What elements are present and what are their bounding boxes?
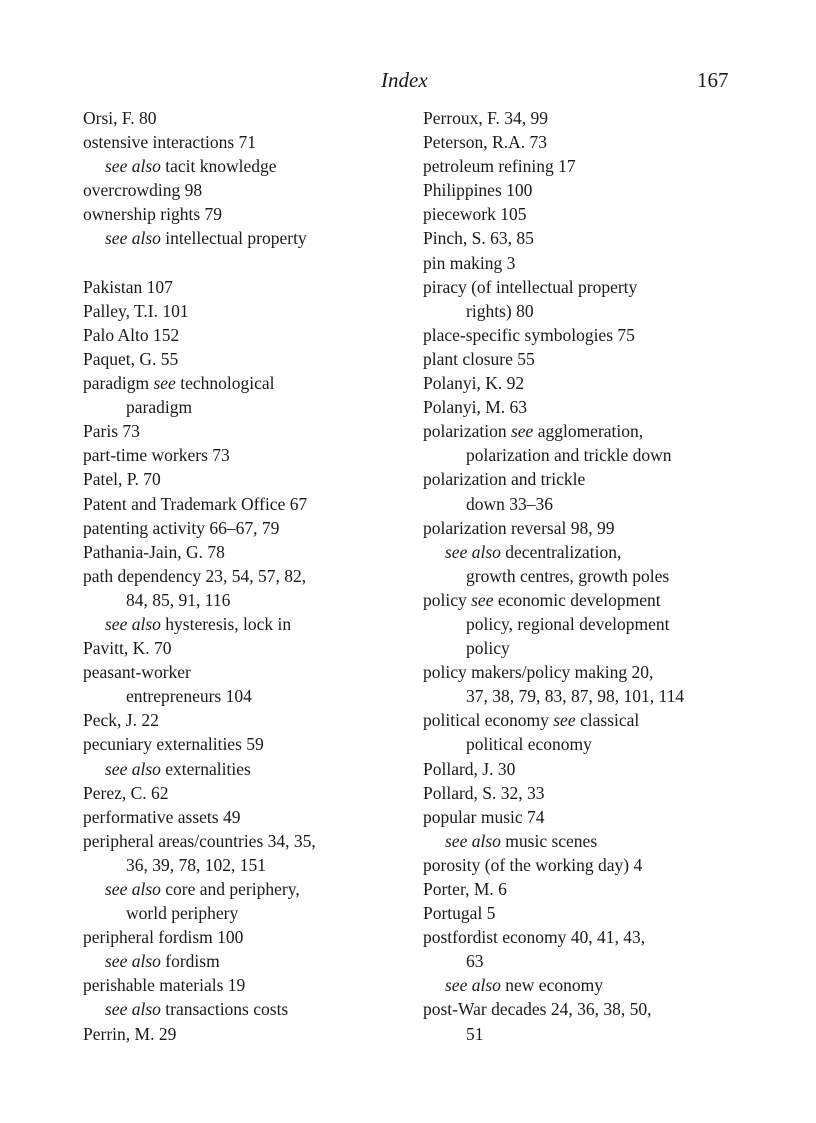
index-entry — [83, 178, 403, 202]
index-entry-continuation — [423, 973, 743, 997]
index-text: tacit knowledge — [160, 156, 277, 177]
index-text: Paquet, G. 55 — [83, 348, 179, 369]
index-text: Paris 73 — [83, 421, 140, 442]
index-text: Patel, P. 70 — [83, 469, 161, 490]
index-text: porosity (of the working day) 4 — [423, 854, 643, 875]
index-entry-continuation — [423, 299, 743, 323]
index-entry — [423, 781, 743, 805]
index-text: polarization reversal 98, 99 — [423, 517, 615, 538]
cross-reference-keyword: see also — [445, 975, 501, 996]
index-entry — [423, 757, 743, 781]
index-text: peripheral areas/countries 34, 35, — [83, 830, 316, 851]
index-entry-continuation — [83, 395, 403, 419]
index-entry-continuation — [83, 757, 403, 781]
index-text: hysteresis, lock in — [160, 613, 292, 634]
index-entry — [423, 419, 743, 443]
index-entry — [423, 588, 743, 612]
index-text: ostensive interactions 71 — [83, 132, 257, 153]
index-text: overcrowding 98 — [83, 180, 203, 201]
index-text: popular music 74 — [423, 806, 545, 827]
index-text: Pollard, J. 30 — [423, 758, 516, 779]
index-text: plant closure 55 — [423, 348, 535, 369]
index-entry — [423, 154, 743, 178]
index-entry-continuation — [423, 1022, 743, 1046]
index-text: 51 — [466, 1023, 484, 1044]
cross-reference-keyword: see also — [105, 879, 161, 899]
index-text: pecuniary externalities 59 — [83, 734, 264, 755]
index-entry — [423, 323, 743, 347]
index-text: part-time workers 73 — [83, 445, 230, 466]
index-entry — [423, 347, 743, 371]
index-text: core and periphery, — [160, 879, 300, 899]
index-text: Pathania-Jain, G. 78 — [83, 541, 225, 562]
index-text: peripheral fordism 100 — [83, 927, 244, 948]
index-entry-continuation — [83, 997, 403, 1021]
index-entry — [423, 371, 743, 395]
index-text: Perroux, F. 34, 99 — [423, 108, 548, 128]
index-entry — [423, 901, 743, 925]
index-spacer — [83, 251, 403, 275]
index-entry — [423, 925, 743, 949]
index-text: down 33–36 — [466, 493, 554, 514]
index-text: polarization and trickle down — [466, 445, 672, 466]
index-text: Patent and Trademark Office 67 — [83, 493, 308, 514]
index-text: Peterson, R.A. 73 — [423, 132, 547, 153]
index-entry — [423, 805, 743, 829]
cross-reference-keyword: see — [553, 710, 576, 731]
index-text: policy — [466, 638, 510, 659]
index-column-right — [423, 106, 743, 1046]
index-entry — [83, 516, 403, 540]
cross-reference-keyword: see also — [105, 613, 161, 634]
index-entry-continuation — [423, 612, 743, 636]
index-text: place-specific symbologies 75 — [423, 324, 635, 345]
index-text: Pakistan 107 — [83, 276, 173, 297]
index-entry — [83, 443, 403, 467]
cross-reference-keyword: see — [510, 421, 534, 442]
index-entry-continuation — [83, 949, 403, 973]
index-entry — [423, 275, 743, 299]
index-entry — [83, 829, 403, 853]
index-text: patenting activity 66–67, 79 — [83, 517, 280, 538]
index-entry — [83, 540, 403, 564]
index-text: Philippines 100 — [423, 180, 533, 201]
index-text: classical — [575, 710, 640, 731]
index-entry — [83, 564, 403, 588]
cross-reference-keyword: see — [153, 373, 176, 394]
index-entry — [83, 419, 403, 443]
index-text: 84, 85, 91, 116 — [126, 589, 231, 610]
index-text: policy, regional development — [466, 613, 670, 634]
index-text: political economy — [423, 710, 554, 731]
index-entry — [423, 178, 743, 202]
index-entry-continuation — [423, 684, 743, 708]
index-text: path dependency 23, 54, 57, 82, — [83, 565, 307, 586]
index-entry — [423, 467, 743, 491]
index-text: transactions costs — [160, 999, 289, 1020]
index-text: polarization and trickle — [423, 469, 586, 490]
index-entry-continuation — [423, 829, 743, 853]
index-entry-continuation — [83, 684, 403, 708]
index-text: petroleum refining 17 — [423, 156, 576, 177]
index-entry-continuation — [423, 636, 743, 660]
index-text: postfordist economy 40, 41, 43, — [423, 927, 646, 948]
cross-reference-keyword: see also — [105, 758, 161, 779]
index-entry — [83, 708, 403, 732]
index-text: music scenes — [500, 830, 598, 851]
index-entry — [423, 708, 743, 732]
index-entry — [83, 732, 403, 756]
index-entry-continuation — [423, 949, 743, 973]
running-header-title: Index — [381, 68, 428, 92]
index-text: Palley, T.I. 101 — [83, 300, 189, 321]
index-column-left — [83, 106, 403, 1046]
index-text: Polanyi, K. 92 — [423, 373, 525, 394]
index-text: Polanyi, M. 63 — [423, 397, 528, 418]
index-entry — [423, 660, 743, 684]
index-entry-continuation — [83, 612, 403, 636]
index-entry — [83, 925, 403, 949]
cross-reference-keyword: see also — [105, 951, 161, 972]
cross-reference-keyword: see also — [445, 830, 501, 851]
index-text: post-War decades 24, 36, 38, 50, — [423, 999, 652, 1020]
index-entry — [83, 371, 403, 395]
index-text: 63 — [466, 951, 484, 972]
index-entry-continuation — [83, 154, 403, 178]
cross-reference-keyword: see also — [105, 156, 161, 177]
index-entry-continuation — [83, 901, 403, 925]
index-text: rights) 80 — [466, 300, 534, 321]
index-text: new economy — [500, 975, 603, 996]
index-text: Orsi, F. 80 — [83, 108, 157, 128]
index-text: Perrin, M. 29 — [83, 1023, 177, 1044]
index-entry — [83, 973, 403, 997]
index-text: 37, 38, 79, 83, 87, 98, 101, 114 — [466, 686, 685, 707]
index-entry-continuation — [423, 492, 743, 516]
index-entry-continuation — [83, 588, 403, 612]
index-entry — [83, 636, 403, 660]
index-text: Palo Alto 152 — [83, 324, 180, 345]
index-text: Pollard, S. 32, 33 — [423, 782, 545, 803]
index-text: piecework 105 — [423, 204, 527, 225]
index-entry-continuation — [423, 443, 743, 467]
index-text: intellectual property — [160, 228, 307, 249]
index-text: externalities — [160, 758, 251, 779]
index-entry — [83, 347, 403, 371]
index-entry — [83, 467, 403, 491]
index-entry-continuation — [423, 540, 743, 564]
cross-reference-keyword: see also — [105, 228, 161, 249]
index-text: Peck, J. 22 — [83, 710, 159, 731]
index-entry — [423, 226, 743, 250]
index-entry — [423, 395, 743, 419]
index-text: decentralization, — [500, 541, 622, 562]
index-text: ownership rights 79 — [83, 204, 223, 225]
cross-reference-keyword: see also — [105, 999, 161, 1020]
index-entry — [83, 202, 403, 226]
index-text: economic development — [493, 589, 661, 610]
index-entry-continuation — [83, 226, 403, 250]
index-text: policy makers/policy making 20, — [423, 662, 654, 683]
index-entry — [83, 781, 403, 805]
index-text: paradigm — [126, 397, 193, 418]
index-text: Pinch, S. 63, 85 — [423, 228, 534, 249]
index-entry — [83, 323, 403, 347]
index-text: growth centres, growth poles — [466, 565, 670, 586]
index-text: Pavitt, K. 70 — [83, 638, 172, 659]
index-entry — [423, 853, 743, 877]
index-text: fordism — [160, 951, 220, 972]
index-entry — [83, 299, 403, 323]
index-entry — [423, 202, 743, 226]
index-text: performative assets 49 — [83, 806, 241, 827]
index-text: Portugal 5 — [423, 903, 496, 924]
cross-reference-keyword: see also — [445, 541, 501, 562]
cross-reference-keyword: see — [471, 589, 494, 610]
index-entry — [423, 106, 743, 130]
page-number: 167 — [697, 68, 729, 92]
index-entry — [83, 106, 403, 130]
index-entry-continuation — [83, 853, 403, 877]
index-entry — [83, 130, 403, 154]
index-text: paradigm — [83, 373, 154, 394]
index-text: agglomeration, — [533, 421, 644, 442]
index-entry — [423, 516, 743, 540]
index-entry-continuation — [83, 877, 403, 901]
index-entry — [83, 492, 403, 516]
index-text: peasant-worker — [83, 662, 191, 683]
index-text: political economy — [466, 734, 592, 755]
index-entry — [83, 275, 403, 299]
index-entry — [83, 660, 403, 684]
index-entry-continuation — [423, 732, 743, 756]
index-entry — [423, 997, 743, 1021]
index-entry — [423, 130, 743, 154]
index-text: world periphery — [126, 903, 239, 924]
index-text: technological — [175, 373, 275, 394]
index-entry — [423, 877, 743, 901]
index-text: Perez, C. 62 — [83, 782, 169, 803]
index-text: entrepreneurs 104 — [126, 686, 252, 707]
index-text: Porter, M. 6 — [423, 879, 507, 899]
index-text: polarization — [423, 421, 511, 442]
index-text: piracy (of intellectual property — [423, 276, 638, 297]
index-entry-continuation — [423, 564, 743, 588]
index-text: policy — [423, 589, 472, 610]
index-text: perishable materials 19 — [83, 975, 246, 996]
index-entry — [83, 1022, 403, 1046]
index-text: 36, 39, 78, 102, 151 — [126, 854, 266, 875]
index-text: pin making 3 — [423, 252, 516, 273]
index-entry — [423, 251, 743, 275]
index-entry — [83, 805, 403, 829]
